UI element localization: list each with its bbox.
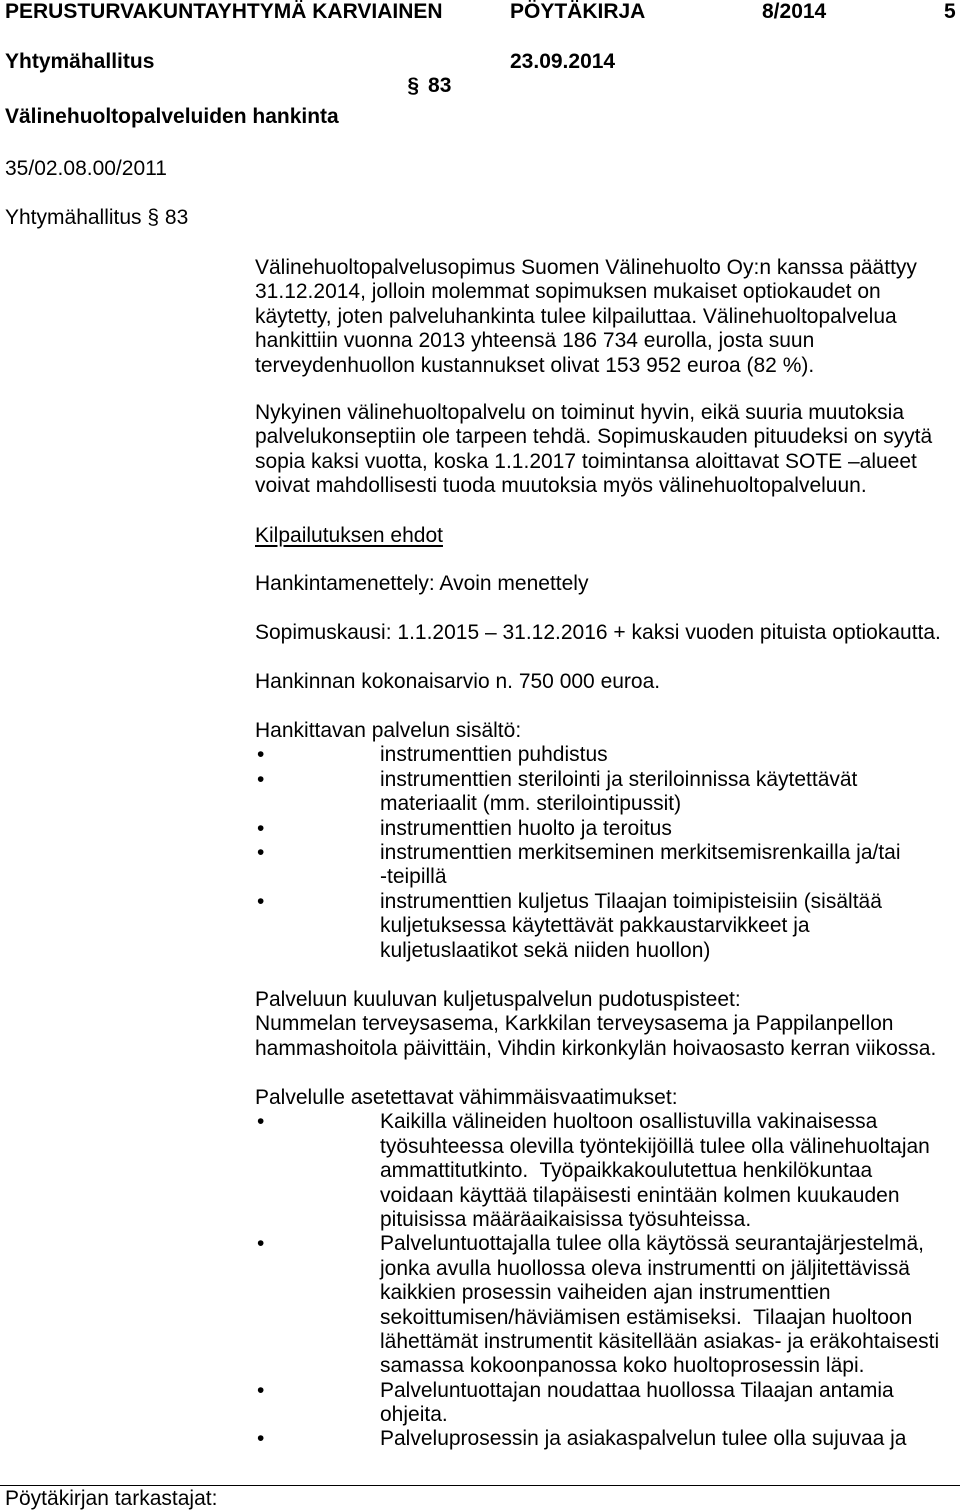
service-content-item [255,841,901,890]
background-paragraph [255,256,917,378]
service-content-line: kuljetuksessa käytettävät pakkaustarvikkeet ja [380,914,810,938]
assessment-paragraph [255,401,932,499]
service-content-line: instrumenttien merkitseminen merkitsemisrenkailla ja/tai [380,840,901,864]
bullet-marker: • [257,743,265,767]
service-content-line: instrumenttien kuljetus Tilaajan toimipisteisiin (sisältää [380,889,882,913]
section-number: 83 [428,74,452,98]
requirement-item [255,1427,939,1451]
governing-body: Yhtymähallitus [5,50,155,73]
footer-rule [0,1485,960,1486]
requirement-line: Palveluntuottajalla tulee olla käytössä seurantajärjestelmä, [380,1232,924,1256]
requirement-line: sekoittumisen/häviämisen estämiseksi. Tilaajan huoltoon [380,1305,913,1329]
bullet-marker: • [257,816,265,840]
assessment-line: sopia kaksi vuotta, koska 1.1.2017 toimintansa aloittavat SOTE –alueet [255,449,917,473]
section-symbol: § [407,74,420,98]
service-content-item [255,890,901,963]
value-estimate-block [255,670,660,694]
document-type: PÖYTÄKIRJA [510,0,646,23]
service-content-heading: Hankittavan palvelun sisältö: [255,719,522,742]
drop-points-section [255,988,936,1061]
requirements-heading: Palvelulle asetettavat vähimmäisvaatimukset: [255,1086,678,1109]
bullet-marker: • [257,1110,265,1134]
drop-points-line: Nummelan terveysasema, Karkkilan terveysasema ja Pappilanpellon [255,1012,894,1036]
requirement-line: jonka avulla huollossa oleva instrumentti on jäljitettävissä [380,1256,910,1280]
drop-points-heading: Palveluun kuuluvan kuljetuspalvelun pudotuspisteet: [255,988,741,1011]
background-line: Välinehuoltopalvelusopimus Suomen Välinehuolto Oy:n kanssa päättyy [255,256,917,279]
assessment-line: palvelukonseptiin ole tarpeen tehdä. Sopimuskauden pituudeksi on syytä [255,425,933,449]
assessment-line: Nykyinen välinehuoltopalvelu on toiminut hyvin, eikä suuria muutoksia [255,401,905,424]
background-line: hankittiin vuonna 2013 yhteensä 186 734 eurolla, josta suun [255,329,815,353]
case-number: 35/02.08.00/2011 [5,157,167,180]
section-reference [384,50,451,123]
service-content-line: instrumenttien puhdistus [380,743,608,767]
background-line: 31.12.2014, jolloin molemmat sopimuksen mukaiset optiokaudet on [255,280,881,304]
requirement-line: voidaan käyttää tilapäisesti enintään kolmen kuukauden [380,1183,900,1207]
requirement-item [255,1379,939,1428]
requirement-line: Kaikilla välineiden huoltoon osallistuvilla vakinaisessa [380,1110,878,1134]
requirement-item [255,1232,939,1378]
requirement-line: työsuhteessa olevilla työntekijöillä tulee olla välinehuoltajan [380,1134,930,1158]
requirement-line: ohjeita. [380,1403,448,1427]
service-content-item [255,768,901,817]
meeting-date: 23.09.2014 [510,50,616,73]
requirements-section [255,1086,939,1452]
assessment-line: voivat mahdollisesti tuoda muutoksia myös välinehuoltopalveluun. [255,474,867,498]
requirement-line: Palveluntuottajan noudattaa huollossa Tilaajan antamia [380,1378,894,1402]
requirement-line: kaikkien prosessin vaiheiden ajan instrumenttien [380,1281,831,1305]
background-line: käytetty, joten palveluhankinta tulee kilpailuttaa. Välinehuoltopalvelua [255,304,897,328]
service-content-item [255,817,901,841]
service-content-line: instrumenttien sterilointi ja steriloinnissa käytettävät [380,767,858,791]
bullet-marker: • [257,767,265,791]
bullet-marker: • [257,840,265,864]
procedure-block [255,572,588,596]
service-content-section [255,719,901,963]
organization-name: PERUSTURVAKUNTAYHTYMÄ KARVIAINEN [5,0,443,23]
drop-points-line: hammashoitola päivittäin, Vihdin kirkonkylän hoivaosasto kerran viikossa. [255,1036,937,1060]
requirement-line: lähettämät instrumentit käsitellään asiakas- ja eräkohtaisesti [380,1329,940,1353]
service-content-line: materiaalit (mm. sterilointipussit) [380,792,682,816]
bullet-marker: • [257,889,265,913]
item-title: Välinehuoltopalveluiden hankinta [5,105,339,128]
procurement-procedure: Hankintamenettely: Avoin menettely [255,572,589,595]
service-content-line: instrumenttien huolto ja teroitus [380,816,672,840]
footer-reviewers-label: Pöytäkirjan tarkastajat: [5,1487,218,1510]
requirement-line: ammattitutkinto. Työpaikkakoulutettua henkilökuntaa [380,1159,873,1183]
terms-heading-block [255,524,443,548]
background-line: terveydenhuollon kustannukset olivat 153 952 euroa (82 %). [255,353,815,377]
terms-heading: Kilpailutuksen ehdot [255,524,443,547]
requirement-item [255,1110,939,1232]
service-content-line: kuljetuslaatikot sekä niiden huollon) [380,938,711,962]
bullet-marker: • [257,1427,265,1451]
item-handler: Yhtymähallitus § 83 [5,206,189,229]
service-content-line: -teipillä [380,865,447,889]
service-content-item [255,743,901,767]
contract-period: Sopimuskausi: 1.1.2015 – 31.12.2016 + kaksi vuoden pituista optiokautta. [255,621,941,644]
page-number: 5 [944,0,956,23]
bullet-marker: • [257,1378,265,1402]
bullet-marker: • [257,1232,265,1256]
value-estimate: Hankinnan kokonaisarvio n. 750 000 euroa. [255,670,661,693]
requirement-line: samassa kokoonpanossa koko huoltoprosessin läpi. [380,1354,865,1378]
contract-period-block [255,621,941,645]
requirement-line: Palveluprosessin ja asiakaspalvelun tulee olla sujuvaa ja [380,1427,907,1451]
meeting-number: 8/2014 [762,0,827,23]
requirement-line: pituisissa määräaikaisissa työsuhteissa. [380,1207,752,1231]
